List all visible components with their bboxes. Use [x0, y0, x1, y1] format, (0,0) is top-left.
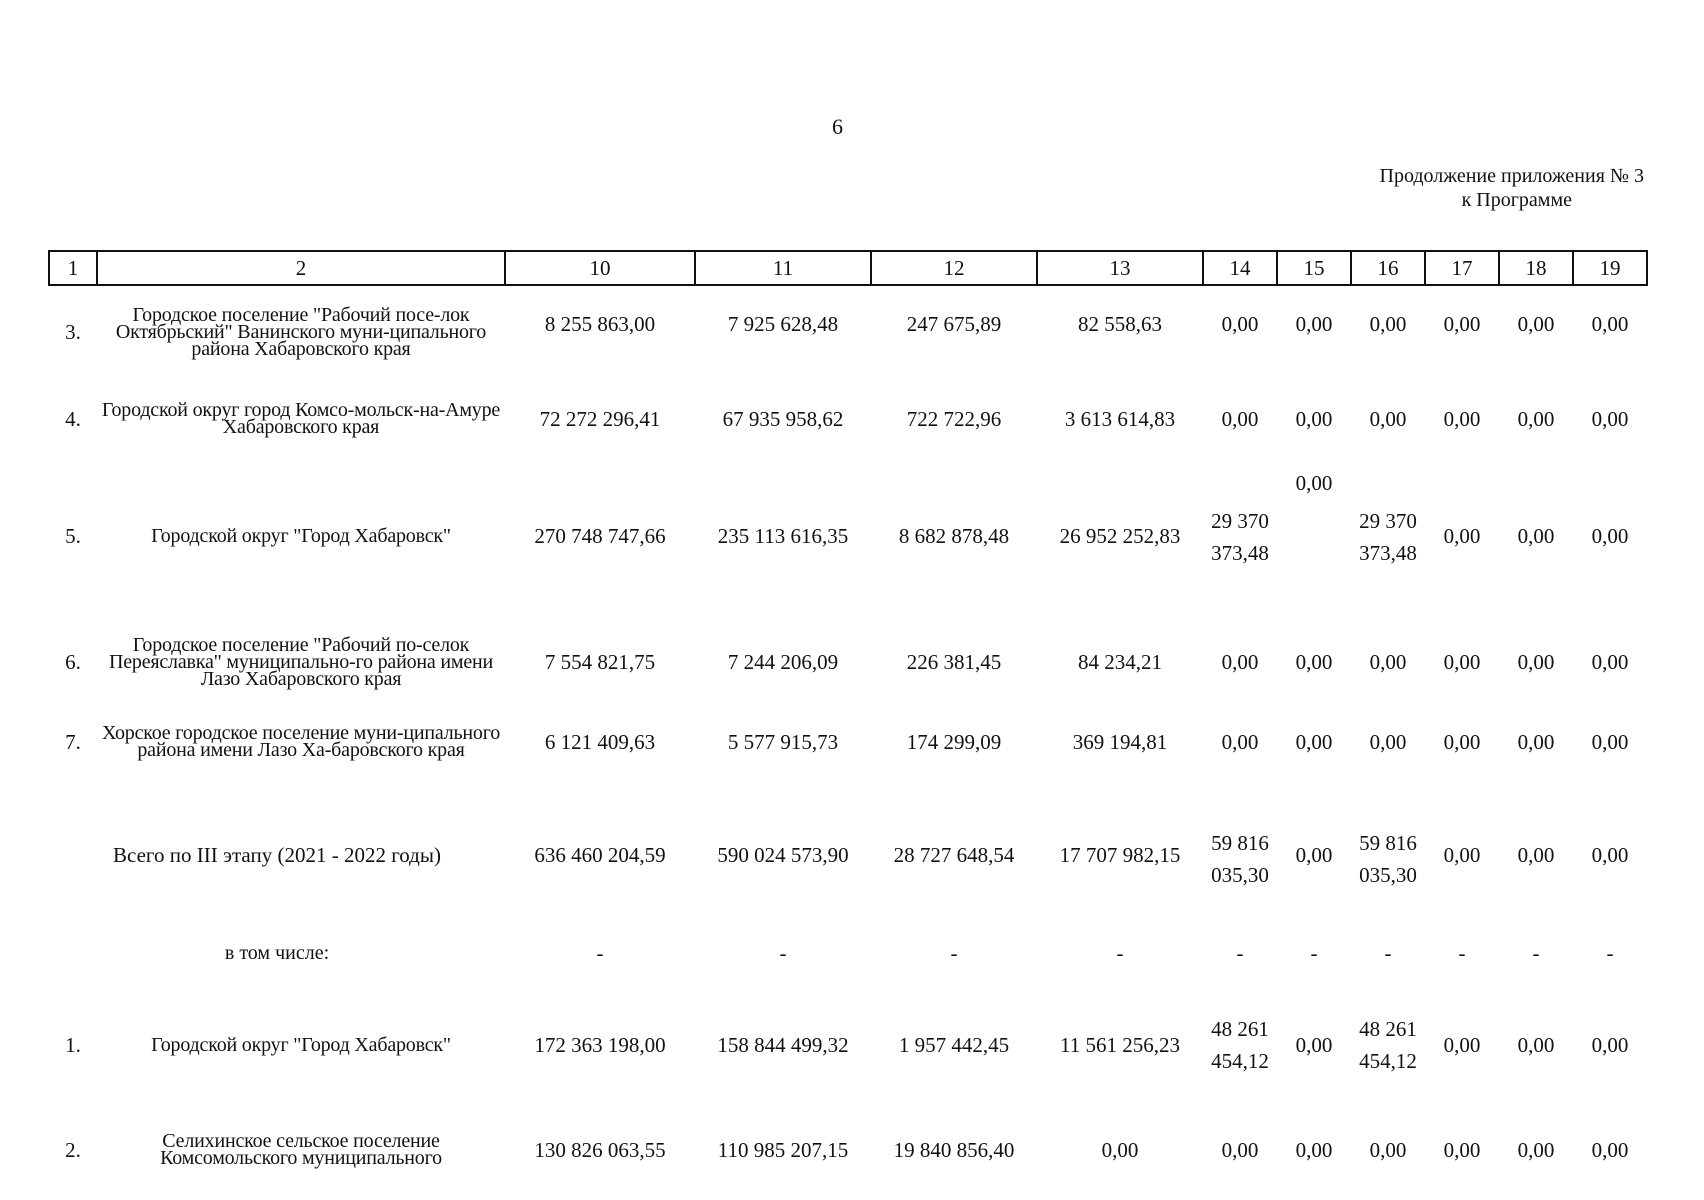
- cell-col-18: 0,00: [1517, 842, 1555, 867]
- cell-col-14: 0,00: [1221, 649, 1259, 674]
- cell-col-16: 48 261 454,12: [1359, 1017, 1417, 1073]
- column-header: 15: [1277, 251, 1351, 285]
- cell-col-13: 369 194,81: [1072, 729, 1168, 754]
- cell-col-14: 0,00: [1221, 406, 1259, 431]
- cell-col-17: 0,00: [1443, 1137, 1481, 1162]
- municipality-name: Городской округ "Город Хабаровск": [151, 1033, 451, 1056]
- table-row: [49, 970, 1647, 1120]
- dash-col-12: -: [950, 940, 958, 965]
- appendix-line-1: Продолжение приложения № 3: [1379, 165, 1644, 187]
- cell-col-11: 158 844 499,32: [717, 1032, 849, 1057]
- cell-col-18: 0,00: [1517, 406, 1555, 431]
- cell-col-17: 0,00: [1443, 524, 1481, 548]
- cell-col-15: 0,00: [1295, 842, 1333, 867]
- municipality-name: Хорское городское поселение муни-ципального района имени Лазо Ха-баровского края: [101, 722, 501, 761]
- cell-col-15: 0,00: [1295, 471, 1333, 495]
- cell-col-10: 172 363 198,00: [534, 1032, 666, 1057]
- cell-col-13: 0,00: [1101, 1137, 1139, 1162]
- column-header: 1: [49, 251, 97, 285]
- column-header-row: [49, 251, 1647, 285]
- row-number: 5.: [65, 524, 81, 548]
- cell-col-19: 0,00: [1591, 842, 1629, 867]
- dash-col-19: -: [1606, 940, 1614, 965]
- cell-col-13: 11 561 256,23: [1060, 1032, 1180, 1057]
- cell-col-14: 0,00: [1221, 312, 1259, 336]
- cell-col-13: 84 234,21: [1078, 649, 1162, 674]
- cell-col-14: 48 261 454,12: [1211, 1017, 1269, 1073]
- cell-col-10: 8 255 863,00: [544, 312, 656, 336]
- cell-col-14: 59 816 035,30: [1211, 831, 1269, 887]
- cell-col-11: 110 985 207,15: [717, 1137, 849, 1162]
- cell-col-10: 6 121 409,63: [544, 729, 656, 754]
- row-number: 4.: [65, 406, 81, 431]
- cell-col-17: 0,00: [1443, 312, 1481, 336]
- cell-col-19: 0,00: [1591, 406, 1629, 431]
- cell-col-18: 0,00: [1517, 729, 1555, 754]
- column-header: 2: [97, 251, 505, 285]
- cell-col-16: 0,00: [1369, 649, 1407, 674]
- cell-col-17: 0,00: [1443, 1032, 1481, 1057]
- cell-col-10: 270 748 747,66: [534, 524, 666, 548]
- municipality-name: Городское поселение "Рабочий посе-лок Октябрьский" Ванинского муни-ципального района Хабаровского края: [115, 304, 487, 360]
- column-header: 17: [1425, 251, 1499, 285]
- dash-col-15: -: [1310, 940, 1318, 965]
- municipality-name: Селихинское сельское поселение Комсомольского муниципального: [160, 1130, 442, 1169]
- cell-col-15: 0,00: [1295, 649, 1333, 674]
- cell-col-19: 0,00: [1591, 649, 1629, 674]
- dash-col-10: -: [596, 940, 604, 965]
- total-row: [49, 774, 1647, 936]
- cell-col-14: 29 370 373,48: [1211, 508, 1269, 565]
- cell-col-11: 235 113 616,35: [717, 524, 849, 548]
- funding-table: [48, 250, 1648, 1180]
- table-row: [49, 379, 1647, 459]
- cell-col-12: 174 299,09: [906, 729, 1002, 754]
- cell-col-19: 0,00: [1591, 729, 1629, 754]
- dash-col-14: -: [1236, 940, 1244, 965]
- cell-col-18: 0,00: [1517, 649, 1555, 674]
- cell-col-14: 0,00: [1221, 729, 1259, 754]
- cell-col-11: 7 925 628,48: [727, 312, 839, 336]
- cell-col-12: 8 682 878,48: [898, 524, 1010, 548]
- column-header: 13: [1037, 251, 1203, 285]
- table-row: [49, 710, 1647, 774]
- cell-col-12: 28 727 648,54: [893, 842, 1015, 867]
- row-number: 3.: [65, 320, 81, 344]
- appendix-note: [1284, 164, 1644, 212]
- cell-col-12: 722 722,96: [906, 406, 1002, 431]
- cell-col-17: 0,00: [1443, 842, 1481, 867]
- cell-col-11: 7 244 206,09: [727, 649, 839, 674]
- dash-col-11: -: [779, 940, 787, 965]
- dash-col-13: -: [1116, 940, 1124, 965]
- cell-col-18: 0,00: [1517, 524, 1555, 548]
- cell-col-10: 636 460 204,59: [534, 842, 666, 867]
- cell-col-12: 226 381,45: [906, 649, 1002, 674]
- row-number: 2.: [65, 1137, 81, 1162]
- row-number: 1.: [65, 1032, 81, 1057]
- column-header: 16: [1351, 251, 1425, 285]
- cell-col-12: 19 840 856,40: [893, 1137, 1015, 1162]
- column-header: 19: [1573, 251, 1647, 285]
- column-header: 11: [695, 251, 871, 285]
- column-header: 14: [1203, 251, 1277, 285]
- appendix-line-2: к Программе: [1461, 189, 1572, 211]
- cell-col-16: 0,00: [1369, 312, 1407, 336]
- cell-col-16: 0,00: [1369, 729, 1407, 754]
- cell-col-12: 1 957 442,45: [898, 1032, 1010, 1057]
- cell-col-10: 72 272 296,41: [539, 406, 661, 431]
- cell-col-11: 590 024 573,90: [717, 842, 849, 867]
- cell-col-14: 0,00: [1221, 1137, 1259, 1162]
- municipality-name: Городское поселение "Рабочий по-селок Переяславка" муниципально-го района имени Лазо Хабаровского края: [108, 633, 494, 690]
- cell-col-11: 67 935 958,62: [722, 406, 844, 431]
- cell-col-16: 29 370 373,48: [1359, 508, 1417, 565]
- table-row: [49, 614, 1647, 710]
- cell-col-10: 130 826 063,55: [534, 1137, 666, 1162]
- cell-col-13: 26 952 252,83: [1059, 524, 1181, 548]
- table-row: [49, 285, 1647, 379]
- column-header: 18: [1499, 251, 1573, 285]
- page-number: 6: [832, 114, 843, 139]
- subtotal-label: в том числе:: [224, 941, 330, 964]
- dash-col-16: -: [1384, 940, 1392, 965]
- column-header: 10: [505, 251, 695, 285]
- cell-col-18: 0,00: [1517, 312, 1555, 336]
- cell-col-17: 0,00: [1443, 406, 1481, 431]
- cell-col-19: 0,00: [1591, 1032, 1629, 1057]
- cell-col-15: 0,00: [1295, 406, 1333, 431]
- cell-col-12: 247 675,89: [906, 312, 1002, 336]
- municipality-name: Городской округ "Город Хабаровск": [151, 525, 451, 547]
- cell-col-19: 0,00: [1591, 1137, 1629, 1162]
- cell-col-15: 0,00: [1295, 312, 1333, 336]
- row-number: 6.: [65, 649, 81, 674]
- cell-col-17: 0,00: [1443, 649, 1481, 674]
- cell-col-17: 0,00: [1443, 729, 1481, 754]
- cell-col-19: 0,00: [1591, 524, 1629, 548]
- cell-col-11: 5 577 915,73: [727, 729, 839, 754]
- cell-col-10: 7 554 821,75: [544, 649, 656, 674]
- table-row: [49, 1120, 1647, 1180]
- cell-col-19: 0,00: [1591, 312, 1629, 336]
- municipality-name: Городской округ город Комсо-мольск-на-Амуре Хабаровского края: [101, 399, 501, 438]
- cell-col-13: 17 707 982,15: [1059, 842, 1181, 867]
- row-number: 7.: [65, 729, 81, 754]
- cell-col-18: 0,00: [1517, 1032, 1555, 1057]
- cell-col-15: 0,00: [1295, 1137, 1333, 1162]
- cell-col-15: 0,00: [1295, 1032, 1333, 1057]
- cell-col-13: 82 558,63: [1078, 312, 1162, 336]
- cell-col-16: 0,00: [1369, 406, 1407, 431]
- dash-col-18: -: [1532, 940, 1540, 965]
- subtotal-row: [49, 936, 1647, 970]
- cell-col-18: 0,00: [1517, 1137, 1555, 1162]
- cell-col-13: 3 613 614,83: [1064, 406, 1176, 431]
- cell-col-16: 0,00: [1369, 1137, 1407, 1162]
- cell-col-16: 59 816 035,30: [1359, 831, 1417, 887]
- cell-col-15: 0,00: [1295, 729, 1333, 754]
- table-row: [49, 459, 1647, 614]
- total-label: Всего по III этапу (2021 - 2022 годы): [113, 842, 441, 867]
- dash-col-17: -: [1458, 940, 1466, 965]
- column-header: 12: [871, 251, 1037, 285]
